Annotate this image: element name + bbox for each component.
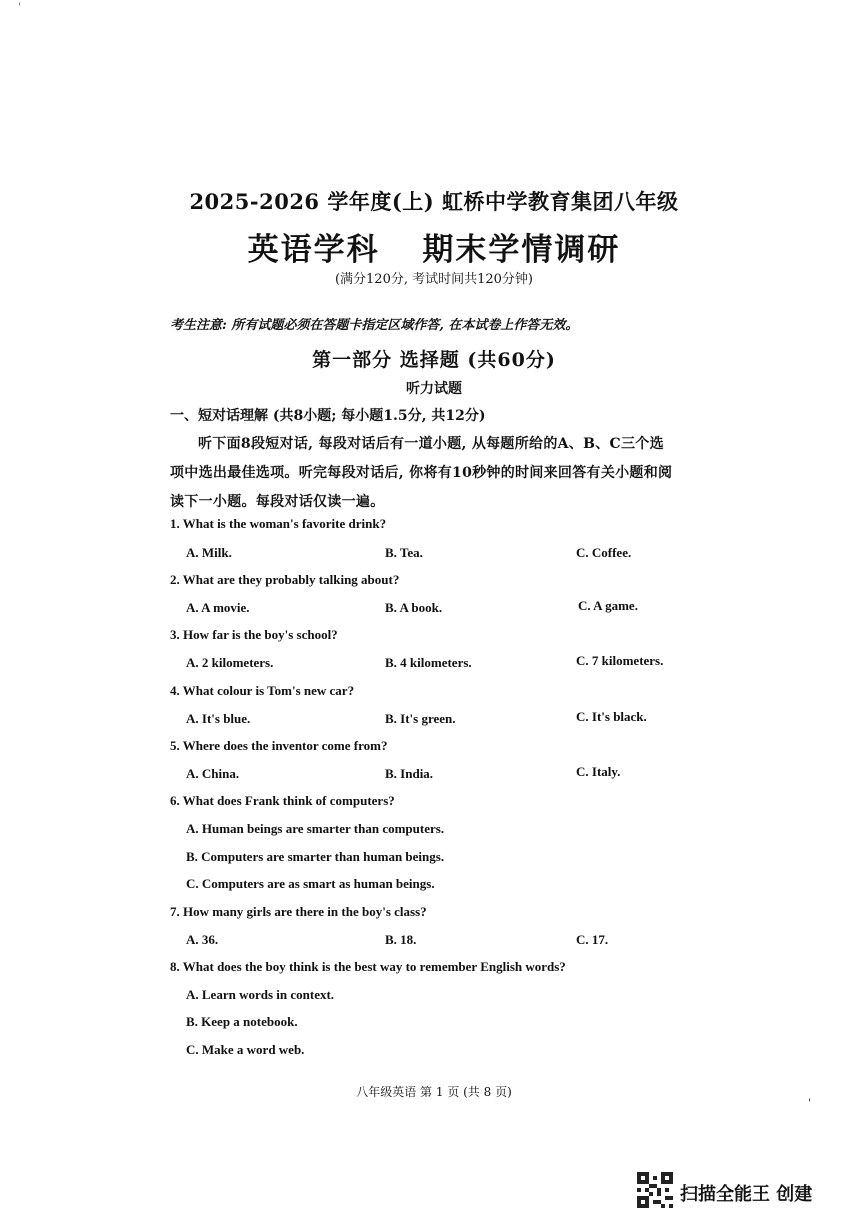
page-footer: 八年级英语 第 1 页 (共 8 页) [356,1085,512,1099]
question-3: 3. How far is the boy's school? [170,627,338,642]
q1-option-c: C. Coffee. [576,545,632,560]
q1-option-a: A. Milk. [186,545,232,560]
q2-option-c: C. A game. [578,598,638,613]
qr-code-icon [637,1172,673,1208]
scan-corner-mark: ' [18,2,21,13]
q7-option-b: B. 18. [385,932,417,947]
q4-option-b: B. It's green. [385,711,456,726]
q8-option-b: B. Keep a notebook. [186,1014,298,1029]
q8-option-a: A. Learn words in context. [186,987,335,1002]
section-title: 一、短对话理解 (共8小题; 每小题1.5分, 共12分) [170,408,486,424]
q6-option-b: B. Computers are smarter than human beings. [186,849,445,864]
q4-option-a: A. It's blue. [186,711,251,726]
q4-option-c: C. It's black. [576,709,647,724]
q3-option-a: A. 2 kilometers. [186,655,274,670]
q7-option-a: A. 36. [186,932,219,947]
q2-option-b: B. A book. [385,600,443,615]
q5-option-c: C. Italy. [576,764,621,779]
question-5: 5. Where does the inventor come from? [170,738,388,753]
question-1: 1. What is the woman's favorite drink? [170,516,387,531]
q2-option-a: A. A movie. [186,600,250,615]
question-8: 8. What does the boy think is the best way to remember English words? [170,959,566,974]
q5-option-b: B. India. [385,766,434,781]
q8-option-c: C. Make a word web. [186,1042,305,1057]
exam-score-time: (满分120分, 考试时间共120分钟) [334,272,534,287]
question-6: 6. What does Frank think of computers? [170,793,395,808]
question-4: 4. What colour is Tom's new car? [170,683,355,698]
q6-option-c: C. Computers are as smart as human beings. [186,876,435,891]
exam-notice: 考生注意: 所有试题必须在答题卡指定区域作答, 在本试卷上作答无效。 [170,318,579,333]
q6-option-a: A. Human beings are smarter than computers. [186,821,445,836]
scan-speck: ' [808,1098,811,1109]
exam-title-line1: 2025-2026 学年度(上) 虹桥中学教育集团八年级 [189,189,679,214]
q5-option-a: A. China. [186,766,240,781]
q3-option-c: C. 7 kilometers. [576,653,664,668]
part-title: 第一部分 选择题 (共60分) [312,349,556,371]
exam-title-line2: 英语学科 期末学情调研 [247,232,621,268]
scanner-watermark: 扫描全能王 创建 [680,1184,813,1205]
section-instructions: 听下面8段短对话, 每段对话后有一道小题, 从每题所给的A、B、C三个选项中选出最佳选项。听完每段对话后, 你将有10秒钟的时间来回答有关小题和阅读下一小题。每段对话仅读一遍。 [170,436,673,510]
question-2: 2. What are they probably talking about? [170,572,400,587]
part-subtitle: 听力试题 [406,381,462,397]
question-7: 7. How many girls are there in the boy's class? [170,904,427,919]
q7-option-c: C. 17. [576,932,609,947]
q3-option-b: B. 4 kilometers. [385,655,472,670]
q1-option-b: B. Tea. [385,545,423,560]
